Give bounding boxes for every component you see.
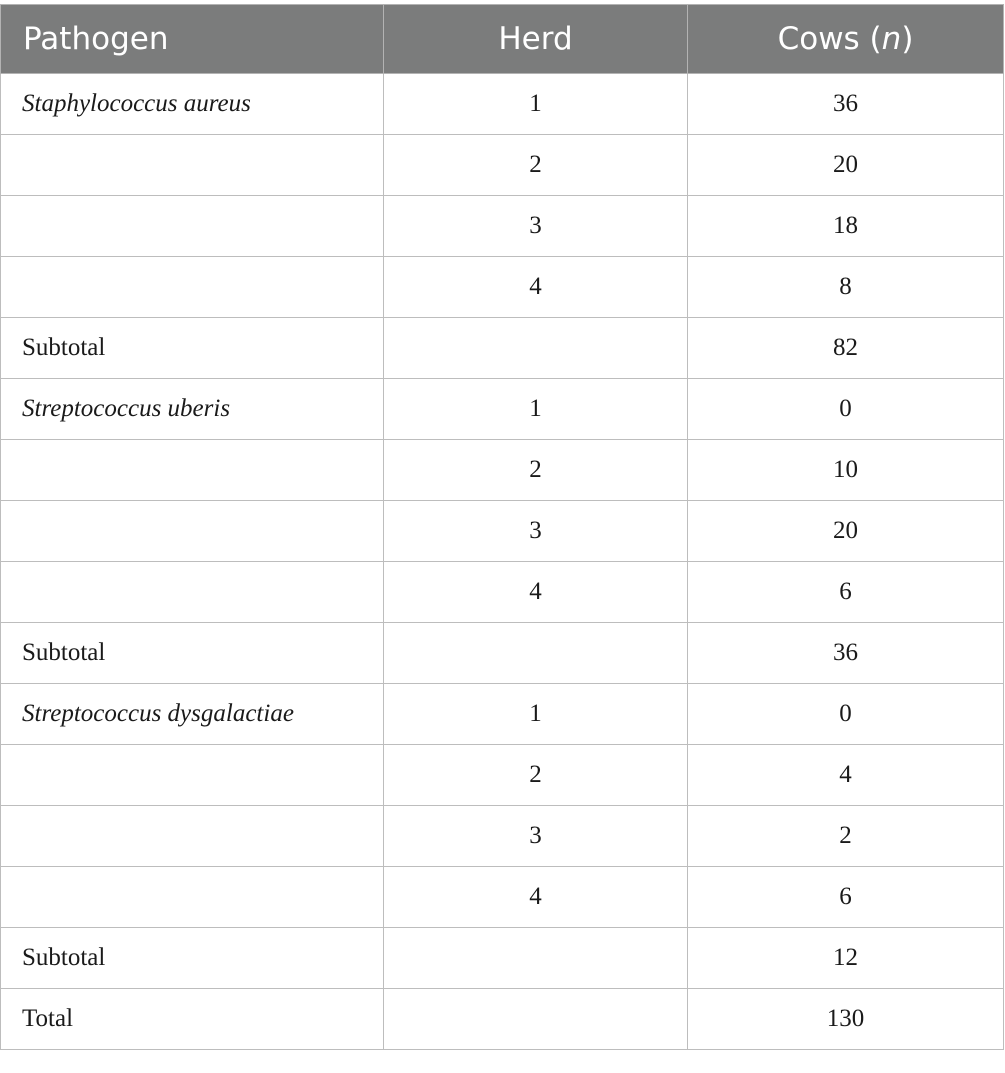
cell-cows: 82 — [688, 318, 1004, 379]
table-row — [1, 867, 1004, 928]
table-body — [1, 74, 1004, 1050]
cell-herd: 2 — [384, 440, 688, 501]
cell-pathogen — [1, 501, 384, 562]
table-row — [1, 684, 1004, 745]
cell-cows: 6 — [688, 562, 1004, 623]
cell-cows: 130 — [688, 989, 1004, 1050]
cell-herd: 3 — [384, 806, 688, 867]
cell-herd: 1 — [384, 379, 688, 440]
pathogen-herd-table — [0, 4, 1004, 1050]
cell-cows: 20 — [688, 501, 1004, 562]
cell-pathogen — [1, 257, 384, 318]
table-row — [1, 74, 1004, 135]
cell-pathogen — [1, 806, 384, 867]
cell-herd: 3 — [384, 501, 688, 562]
cell-cows: 12 — [688, 928, 1004, 989]
cell-herd — [384, 623, 688, 684]
cell-cows: 0 — [688, 379, 1004, 440]
header-row — [1, 5, 1004, 74]
cell-pathogen — [1, 135, 384, 196]
header-cows-n: n — [881, 21, 902, 57]
cell-herd: 2 — [384, 745, 688, 806]
cell-cows: 18 — [688, 196, 1004, 257]
cell-pathogen — [1, 440, 384, 501]
cell-pathogen: Streptococcus dysgalactiae — [1, 684, 384, 745]
cell-herd: 1 — [384, 74, 688, 135]
table-row — [1, 745, 1004, 806]
cell-pathogen — [1, 867, 384, 928]
cell-pathogen — [1, 562, 384, 623]
cell-cows: 20 — [688, 135, 1004, 196]
table-row — [1, 928, 1004, 989]
cell-pathogen: Subtotal — [1, 928, 384, 989]
cell-cows: 6 — [688, 867, 1004, 928]
table-row — [1, 806, 1004, 867]
table-row — [1, 440, 1004, 501]
cell-cows: 2 — [688, 806, 1004, 867]
table-row — [1, 989, 1004, 1050]
cell-herd — [384, 928, 688, 989]
cell-herd: 1 — [384, 684, 688, 745]
cell-herd: 4 — [384, 257, 688, 318]
header-cows-prefix: Cows ( — [777, 21, 882, 57]
cell-cows: 0 — [688, 684, 1004, 745]
cell-herd — [384, 989, 688, 1050]
cell-cows: 36 — [688, 623, 1004, 684]
table-row — [1, 562, 1004, 623]
header-cows — [688, 5, 1004, 74]
cell-herd: 2 — [384, 135, 688, 196]
cell-herd: 4 — [384, 562, 688, 623]
cell-pathogen — [1, 745, 384, 806]
cell-pathogen: Staphylococcus aureus — [1, 74, 384, 135]
table-row — [1, 379, 1004, 440]
header-pathogen: Pathogen — [1, 5, 384, 74]
cell-cows: 10 — [688, 440, 1004, 501]
cell-herd: 4 — [384, 867, 688, 928]
table-row — [1, 196, 1004, 257]
table-row — [1, 318, 1004, 379]
header-cows-suffix: ) — [901, 21, 914, 57]
cell-herd: 3 — [384, 196, 688, 257]
cell-herd — [384, 318, 688, 379]
cell-pathogen: Subtotal — [1, 318, 384, 379]
cell-cows: 4 — [688, 745, 1004, 806]
cell-pathogen: Total — [1, 989, 384, 1050]
header-herd: Herd — [384, 5, 688, 74]
cell-cows: 8 — [688, 257, 1004, 318]
table-row — [1, 623, 1004, 684]
table-row — [1, 135, 1004, 196]
cell-cows: 36 — [688, 74, 1004, 135]
cell-pathogen: Streptococcus uberis — [1, 379, 384, 440]
table-row — [1, 501, 1004, 562]
table-row — [1, 257, 1004, 318]
cell-pathogen — [1, 196, 384, 257]
cell-pathogen: Subtotal — [1, 623, 384, 684]
